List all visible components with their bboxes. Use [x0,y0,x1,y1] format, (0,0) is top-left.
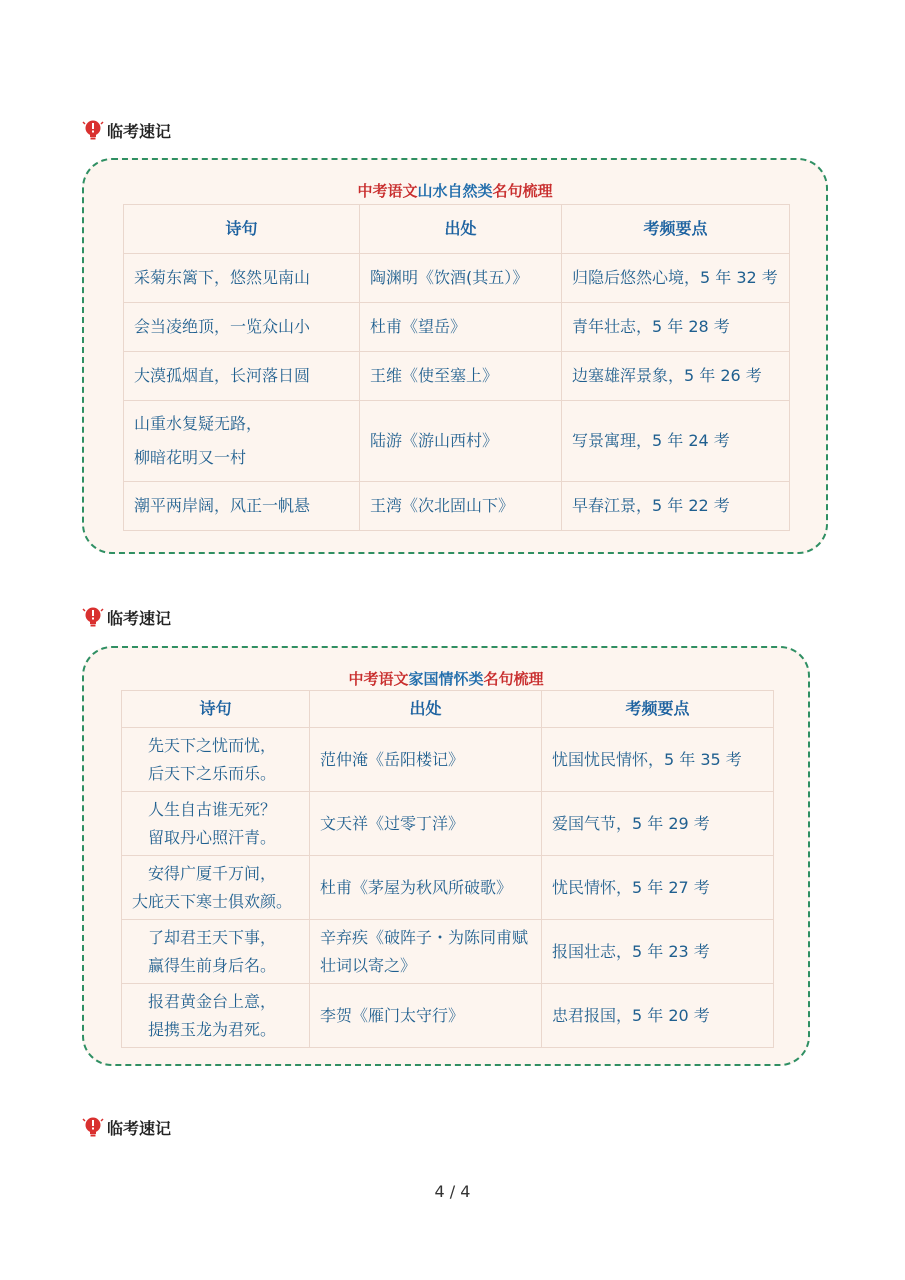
poem-line: 赢得生前身后名。 [148,955,277,975]
column-header: 出处 [360,205,562,254]
point-cell: 爱国气节，5 年 29 考 [542,792,774,856]
column-header: 出处 [310,691,542,728]
source-cell: 陶渊明《饮酒(其五）》 [360,254,562,303]
source-cell: 文天祥《过零丁洋》 [310,792,542,856]
poem-line: 安得广厦千万间， [148,863,277,883]
point-cell: 早春江景，5 年 22 考 [562,482,790,531]
table-row [124,482,790,531]
source-cell: 王维《使至塞上》 [360,352,562,401]
poem-cell: 潮平两岸阔，风正一帆悬 [124,482,360,531]
column-header: 诗句 [122,691,310,728]
poem-line: 了却君王天下事， [148,927,277,947]
heading-text: 临考速记 [107,121,172,141]
table-row [124,303,790,352]
heading-text: 临考速记 [107,1118,172,1138]
point-cell: 边塞雄浑景象，5 年 26 考 [562,352,790,401]
source-line: 辛弃疾《破阵子・为陈同甫赋 [320,927,529,947]
poem-cell [122,728,310,792]
table-panel-landscape [82,158,828,554]
page-number: 4 / 4 [434,1182,471,1201]
source-cell: 杜甫《茅屋为秋风所破歌》 [310,856,542,920]
poem-table [123,204,790,531]
poem-cell [122,792,310,856]
point-cell: 忠君报国，5 年 20 考 [542,984,774,1048]
table-title [84,180,826,201]
point-cell: 忧民情怀，5 年 27 考 [542,856,774,920]
poem-table [121,690,774,1048]
source-cell: 李贺《雁门太守行》 [310,984,542,1048]
poem-cell: 大漠孤烟直，长河落日圆 [124,352,360,401]
title-part: 名句梳理 [483,670,544,688]
point-cell: 写景寓理，5 年 24 考 [562,401,790,482]
table-row [124,254,790,303]
table-title [84,668,808,689]
poem-line: 先天下之忧而忧， [148,735,277,755]
poem-cell [122,856,310,920]
column-header: 考频要点 [562,205,790,254]
poem-line: 提携玉龙为君死。 [148,1019,277,1039]
title-part: 名句梳理 [492,182,553,200]
alert-bulb-icon [82,119,104,141]
table-header-row [122,691,774,728]
poem-cell [122,984,310,1048]
section-3-heading [82,1115,171,1139]
section-2-heading [82,605,171,629]
poem-line: 柳暗花明又一村 [134,448,247,467]
column-header: 诗句 [124,205,360,254]
title-part: 山水自然类 [417,182,493,200]
poem-line: 人生自古谁无死？ [148,799,277,819]
point-cell: 归隐后悠然心境，5 年 32 考 [562,254,790,303]
poem-cell: 会当凌绝顶，一览众山小 [124,303,360,352]
source-cell: 范仲淹《岳阳楼记》 [310,728,542,792]
title-part: 中考语文 [348,670,409,688]
source-cell: 杜甫《望岳》 [360,303,562,352]
point-cell: 忧国忧民情怀，5 年 35 考 [542,728,774,792]
section-1-heading [82,118,171,142]
poem-line: 报君黄金台上意， [148,991,277,1011]
poem-line: 山重水复疑无路， [134,414,263,433]
alert-bulb-icon [82,606,104,628]
column-header: 考频要点 [542,691,774,728]
table-row [122,728,774,792]
poem-line: 留取丹心照汗青。 [148,827,277,847]
poem-cell [124,401,360,482]
table-row [122,792,774,856]
poem-line: 大庇天下寒士俱欢颜。 [132,891,293,911]
table-row [122,920,774,984]
table-row [124,401,790,482]
poem-line: 后天下之乐而乐。 [148,763,277,783]
table-row [124,352,790,401]
source-cell: 王湾《次北固山下》 [360,482,562,531]
source-cell [310,920,542,984]
table-row [122,984,774,1048]
table-header-row [124,205,790,254]
table-panel-patriotic [82,646,810,1066]
source-line: 壮词以寄之》 [320,955,417,975]
title-part: 家国情怀类 [408,670,484,688]
heading-text: 临考速记 [107,608,172,628]
source-cell: 陆游《游山西村》 [360,401,562,482]
title-part: 中考语文 [357,182,418,200]
alert-bulb-icon [82,1116,104,1138]
poem-cell [122,920,310,984]
point-cell: 青年壮志，5 年 28 考 [562,303,790,352]
table-row [122,856,774,920]
point-cell: 报国壮志，5 年 23 考 [542,920,774,984]
poem-cell: 采菊东篱下，悠然见南山 [124,254,360,303]
